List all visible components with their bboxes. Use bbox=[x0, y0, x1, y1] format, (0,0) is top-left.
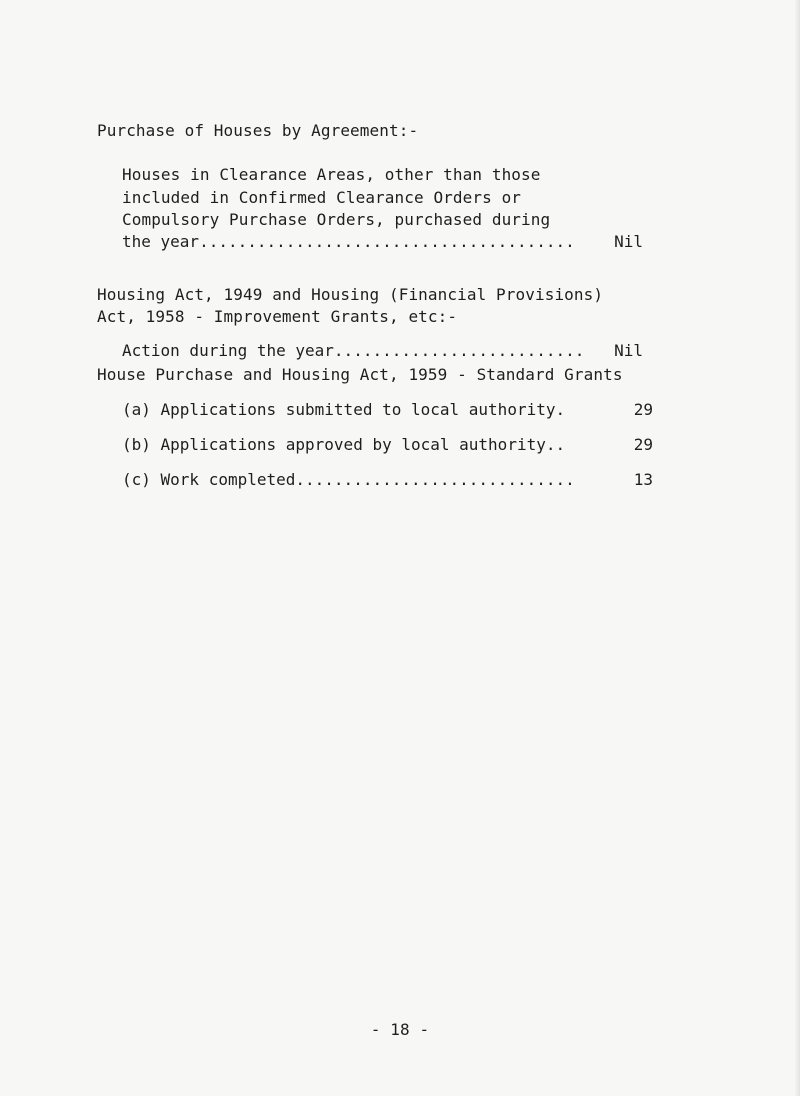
section2-item: Action during the year.......................... bbox=[122, 341, 585, 360]
section1-line-3: Compulsory Purchase Orders, purchased during bbox=[122, 210, 551, 229]
section3-item-c: (c) Work completed............................. bbox=[122, 470, 575, 489]
section1-line-4: the year....................................... bbox=[122, 232, 575, 251]
section1-value: Nil bbox=[614, 232, 643, 251]
section1-heading: Purchase of Houses by Agreement:- bbox=[97, 121, 419, 140]
section3-heading: House Purchase and Housing Act, 1959 - Standard Grants bbox=[97, 365, 623, 384]
section2-value: Nil bbox=[614, 341, 643, 360]
page-edge-shadow bbox=[794, 0, 800, 1096]
section1-line-1: Houses in Clearance Areas, other than those bbox=[122, 165, 541, 184]
section3-item-a: (a) Applications submitted to local authority. bbox=[122, 400, 566, 419]
section3-item-b: (b) Applications approved by local authority.. bbox=[122, 435, 566, 454]
section2-heading-line-2: Act, 1958 - Improvement Grants, etc:- bbox=[97, 307, 458, 326]
page-number: - 18 - bbox=[370, 1020, 430, 1039]
section1-line-2: included in Confirmed Clearance Orders or bbox=[122, 188, 522, 207]
section3-value-b: 29 bbox=[633, 435, 653, 454]
section2-heading-line-1: Housing Act, 1949 and Housing (Financial Provisions) bbox=[97, 285, 604, 304]
section3-value-a: 29 bbox=[633, 400, 653, 419]
section3-value-c: 13 bbox=[633, 470, 653, 489]
